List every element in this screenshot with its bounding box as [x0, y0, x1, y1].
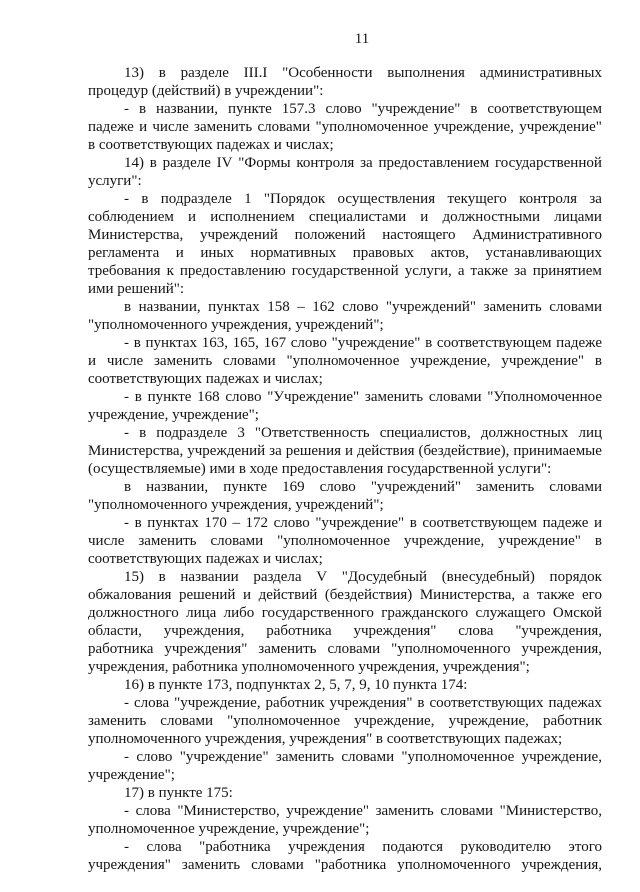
word: учреждения, — [521, 641, 602, 657]
amendment-item-15 — [88, 568, 602, 676]
word: лицами — [554, 209, 602, 225]
word: государственной — [291, 263, 399, 279]
word: учреждение" — [286, 803, 369, 819]
word: предоставлением — [378, 155, 490, 171]
word: словами — [341, 749, 395, 765]
word: в — [149, 155, 157, 171]
text-line — [88, 424, 602, 442]
word: государственного — [261, 605, 374, 621]
text-line — [88, 622, 602, 640]
word: числе — [106, 353, 144, 369]
word: учреждения — [288, 839, 365, 855]
text-line — [88, 298, 602, 316]
word: Административного — [472, 227, 602, 243]
word: (бездействие), — [418, 443, 510, 459]
text-line — [88, 478, 602, 496]
word: иных — [200, 245, 234, 261]
word: 15) — [124, 569, 144, 585]
text-line — [88, 442, 602, 460]
word: действий — [258, 587, 318, 603]
word: "уполномоченное — [315, 119, 429, 135]
word: Омской — [552, 605, 602, 621]
word: (бездействия) — [324, 587, 413, 603]
text-line — [88, 712, 602, 730]
word: 165, — [232, 335, 259, 351]
word: заменить — [138, 533, 197, 549]
word: - — [124, 695, 129, 711]
word: словами — [222, 353, 276, 369]
word: обжалования — [88, 587, 172, 603]
word: осуществления — [337, 191, 436, 207]
word: числе — [152, 119, 189, 135]
word: "Министерство, — [499, 803, 602, 819]
text-line: процедур (действий) в учреждении": — [88, 83, 324, 99]
word: 168 — [197, 389, 220, 405]
word: IV — [216, 155, 233, 171]
word: названии, — [138, 299, 201, 315]
subitem-16-words-institution-worker — [88, 694, 602, 748]
subitem-14-points-158-162 — [88, 298, 602, 334]
subitem-14-points-170-172 — [88, 514, 602, 568]
word: должностными — [442, 209, 541, 225]
word: действия — [356, 443, 415, 459]
word: актов, — [430, 245, 470, 261]
word: учреждение, — [354, 713, 435, 729]
word: лица — [186, 605, 217, 621]
word: правовых — [352, 245, 415, 261]
page-number: 11 — [354, 31, 370, 47]
text-line — [88, 568, 602, 586]
text-line: учреждение"; — [88, 767, 175, 783]
word: "работника — [314, 857, 387, 873]
word: пунктах — [145, 335, 198, 351]
word: слово — [342, 299, 379, 315]
word: слово — [136, 749, 173, 765]
word: - — [124, 749, 129, 765]
word: слова — [146, 839, 182, 855]
word: его — [582, 587, 602, 603]
text-line: соответствующих падежах и числах; — [88, 551, 323, 567]
word: 13) — [124, 65, 144, 81]
word: - — [124, 425, 129, 441]
word: учреждение, — [403, 533, 485, 549]
amendment-item-14 — [88, 154, 602, 190]
word: устанавливающих — [485, 245, 602, 261]
word: государственной — [494, 155, 602, 171]
word: и — [242, 587, 252, 603]
word: учреждения, — [521, 857, 602, 873]
text-line — [88, 64, 602, 82]
word: уполномоченного — [397, 857, 511, 873]
word: названии, — [156, 101, 218, 117]
word: заменить — [88, 713, 147, 729]
amendment-item-13 — [88, 64, 602, 100]
word: учреждение, — [448, 713, 529, 729]
word: словами — [440, 803, 494, 819]
word: требования — [88, 263, 161, 279]
word: за — [589, 191, 602, 207]
text-line: соответствующих падежах и числах; — [88, 371, 323, 387]
subitem-13-point-157-3 — [88, 100, 602, 154]
word: предоставлению — [179, 263, 286, 279]
word: слова — [133, 695, 170, 711]
word: в — [133, 335, 141, 351]
text-line: в соответствующих падежах и числах; — [88, 137, 334, 153]
word: "Учреждение" — [267, 389, 360, 405]
text-line — [88, 334, 602, 352]
text-line — [88, 208, 602, 226]
subitem-17-words-worker — [88, 838, 602, 874]
word: "Ответственность — [254, 425, 370, 441]
word: учреждений — [200, 227, 278, 243]
word: слово — [319, 479, 356, 495]
word: подразделе — [160, 191, 232, 207]
text-line — [88, 748, 602, 766]
word: и — [593, 515, 602, 531]
text-line — [88, 190, 602, 208]
word: слово — [325, 101, 362, 117]
word: 169 — [282, 479, 305, 495]
word: в — [470, 101, 478, 117]
word: учреждение" — [519, 119, 602, 135]
word: словами — [257, 119, 311, 135]
word: падежах — [548, 695, 602, 711]
word: лиц — [578, 425, 602, 441]
word: соответствующих — [429, 695, 544, 711]
subitem-14-point-168 — [88, 388, 602, 424]
word: "учреждение" — [179, 749, 269, 765]
text-line: учреждения, работника уполномоченного учреждения, учреждения"; — [88, 659, 530, 675]
text-line: 16) в пункте 173, подпунктах 2, 5, 7, 9, 10 пункта 174: — [124, 677, 468, 693]
word: слова — [135, 803, 171, 819]
word: учреждения" — [329, 695, 413, 711]
word: "учреждение" — [315, 515, 405, 531]
word: контроля — [296, 155, 355, 171]
word: III.I — [243, 65, 268, 81]
document-body — [88, 64, 602, 874]
word: учреждения" — [353, 623, 437, 639]
word: в — [138, 101, 147, 117]
word: слово — [290, 335, 327, 351]
word: соответствующем — [436, 335, 552, 351]
subitem-14-subsection-1 — [88, 190, 602, 298]
word: пунктах — [208, 299, 260, 315]
word: раздела — [253, 569, 302, 585]
word: в — [158, 569, 166, 585]
word: в — [134, 515, 142, 531]
word: 172 — [245, 515, 269, 531]
subitem-14-point-169 — [88, 478, 602, 514]
word: словами — [210, 533, 264, 549]
text-line — [88, 838, 602, 856]
word: "Порядок — [263, 191, 326, 207]
word: учреждение, — [521, 749, 602, 765]
word: - — [124, 191, 129, 207]
word: – — [232, 515, 240, 531]
word: за — [269, 443, 282, 459]
word: заменить — [154, 353, 213, 369]
word: учреждений — [187, 443, 266, 459]
word: "учреждений" — [370, 479, 461, 495]
word: "Особенности — [282, 65, 373, 81]
word: "Формы — [238, 155, 291, 171]
word: слова — [458, 623, 494, 639]
word: и — [175, 245, 184, 261]
text-line: "уполномоченного учреждения, учреждений"; — [88, 497, 384, 513]
text-line — [88, 154, 602, 172]
word: соответствующем — [422, 515, 537, 531]
word: в — [409, 515, 417, 531]
word: и — [420, 209, 429, 225]
text-line — [88, 586, 602, 604]
word: "учреждение" — [331, 335, 421, 351]
word: заменить — [364, 389, 424, 405]
text-line — [88, 118, 602, 136]
word: - — [124, 335, 129, 351]
word: также — [470, 263, 509, 279]
word: заменить — [375, 803, 434, 819]
word: – — [297, 299, 305, 315]
word: словами — [549, 299, 602, 315]
word: в — [141, 191, 149, 207]
word: решения — [285, 443, 342, 459]
word: положений — [294, 227, 366, 243]
word: порядок — [549, 569, 602, 585]
word: пункте — [147, 389, 192, 405]
word: словами — [549, 479, 602, 495]
word: 167 — [263, 335, 287, 351]
word: специалистов, — [379, 425, 471, 441]
word: пункте — [227, 101, 272, 117]
word: - — [124, 839, 129, 855]
word: (внесудебный) — [441, 569, 535, 585]
word: в — [425, 335, 433, 351]
text-line — [88, 532, 602, 550]
word: 1 — [244, 191, 252, 207]
word: заменить — [258, 641, 317, 657]
word: разделе — [162, 155, 211, 171]
word: "учреждение" — [371, 101, 461, 117]
word: "учреждения, — [515, 623, 602, 639]
word: подразделе — [156, 425, 228, 441]
word: падеже — [556, 335, 602, 351]
word: "работника — [199, 839, 271, 855]
subitem-16-word-institution — [88, 748, 602, 784]
word: 158 — [267, 299, 290, 315]
subitem-17-words-ministry — [88, 802, 602, 838]
word: заменить — [194, 119, 253, 135]
word: 162 — [312, 299, 335, 315]
word: и — [139, 119, 148, 135]
word: также — [536, 587, 575, 603]
word: и — [188, 209, 197, 225]
word: Министерства, — [419, 587, 516, 603]
text-line — [88, 514, 602, 532]
word: заменить — [181, 857, 241, 873]
word: учреждение" — [498, 533, 581, 549]
word: названии — [180, 569, 239, 585]
word: работник — [265, 695, 325, 711]
word: названии, — [146, 479, 209, 495]
text-line: учреждение, учреждение"; — [88, 407, 259, 423]
word: в — [139, 425, 147, 441]
text-line: (осуществляемые) ими в ходе предоставления государственной услуги": — [88, 461, 552, 477]
text-line — [88, 262, 602, 280]
text-line — [88, 388, 602, 406]
word: - — [124, 101, 129, 117]
word: контроля — [519, 191, 578, 207]
word: нормативных — [250, 245, 337, 261]
text-line — [88, 694, 602, 712]
word: в — [158, 65, 166, 81]
word: словами — [327, 641, 381, 657]
word: пунктах — [147, 515, 199, 531]
word: "Досудебный — [341, 569, 428, 585]
word: настоящего — [382, 227, 456, 243]
word: к — [166, 263, 174, 279]
word: слово — [273, 515, 310, 531]
text-line: 17) в пункте 175: — [124, 785, 233, 801]
word: - — [124, 515, 129, 531]
word: 157.3 — [281, 101, 316, 117]
word: специалистами — [308, 209, 407, 225]
text-line — [88, 100, 602, 118]
word: учреждение, — [410, 353, 491, 369]
word: "уполномоченного — [391, 641, 511, 657]
subitem-14-points-163-167 — [88, 334, 602, 388]
word: "уполномоченное — [277, 533, 390, 549]
amendment-item-16 — [88, 676, 602, 694]
word: соблюдением — [88, 209, 174, 225]
word: руководителю — [460, 839, 551, 855]
word: принимаемые — [513, 443, 602, 459]
word: "учреждений" — [385, 299, 477, 315]
word: "Министерство, — [177, 803, 280, 819]
word: учреждение, — [433, 119, 514, 135]
subitem-14-subsection-3 — [88, 424, 602, 478]
word: словами — [251, 857, 304, 873]
word: и — [88, 353, 97, 369]
word: либо — [223, 605, 255, 621]
text-line — [88, 802, 602, 820]
word: заменить — [483, 299, 542, 315]
word: "уполномоченное — [227, 713, 341, 729]
word: должностного — [88, 605, 179, 621]
word: работник — [543, 713, 602, 729]
text-line: уполномоченное учреждение, учреждение"; — [88, 821, 370, 837]
text-line — [88, 352, 602, 370]
word: подаются — [382, 839, 444, 855]
word: гражданского — [381, 605, 469, 621]
word: а — [457, 263, 465, 279]
word: работника — [88, 641, 154, 657]
text-line — [88, 226, 602, 244]
word: должностных — [480, 425, 569, 441]
word: соответствующем — [487, 101, 602, 117]
text-line: ими решений": — [88, 281, 185, 297]
word: административных — [479, 65, 602, 81]
word: словами — [428, 389, 482, 405]
text-line: уполномоченного учреждения, учреждения" в соответствующих падежах; — [88, 731, 563, 747]
word: регламента — [88, 245, 160, 261]
word: учреждение" — [501, 353, 585, 369]
text-line — [88, 640, 602, 658]
word: в — [417, 695, 425, 711]
text-line: "уполномоченного учреждения, учреждений"; — [88, 317, 384, 333]
word: Министерства, — [88, 443, 184, 459]
amendment-item-17 — [88, 784, 602, 802]
word: падеже — [542, 515, 589, 531]
word: заменить — [275, 749, 335, 765]
word: 170 — [204, 515, 227, 531]
word: работника — [266, 623, 332, 639]
word: "уполномоченное — [401, 749, 515, 765]
word: "Уполномоченное — [487, 389, 602, 405]
word: числе — [88, 533, 125, 549]
word: в — [124, 479, 132, 495]
word: за — [514, 263, 527, 279]
text-line — [88, 244, 602, 262]
word: услуги, — [404, 263, 452, 279]
word: словами — [160, 713, 214, 729]
word: принятием — [532, 263, 602, 279]
word: слово — [225, 389, 262, 405]
word: а — [522, 587, 530, 603]
word: "уполномоченное — [286, 353, 400, 369]
word: V — [316, 569, 328, 585]
word: в — [124, 299, 132, 315]
word: - — [124, 803, 129, 819]
word: - — [124, 389, 129, 405]
word: заменить — [476, 479, 535, 495]
word: падеже — [88, 119, 134, 135]
word: за — [360, 155, 373, 171]
word: учреждения" — [164, 641, 248, 657]
word: 14) — [124, 155, 144, 171]
word: в — [594, 533, 602, 549]
word: выполнения — [387, 65, 465, 81]
word: 3 — [237, 425, 245, 441]
word: области, — [88, 623, 142, 639]
word: 163, — [201, 335, 228, 351]
word: разделе — [180, 65, 229, 81]
word: этого — [568, 839, 602, 855]
word: и — [344, 443, 353, 459]
word: в — [594, 353, 602, 369]
word: пункте — [223, 479, 268, 495]
word: учреждения" — [88, 857, 171, 873]
text-line: услуги": — [88, 173, 142, 189]
word: учреждения, — [163, 623, 245, 639]
text-line — [88, 604, 602, 622]
word: текущего — [447, 191, 507, 207]
word: служащего — [475, 605, 546, 621]
text-line — [88, 856, 602, 874]
word: Министерства, — [88, 227, 184, 243]
word: "учреждение, — [174, 695, 261, 711]
word: решений — [178, 587, 236, 603]
word: исполнением — [210, 209, 295, 225]
word: в — [134, 389, 142, 405]
